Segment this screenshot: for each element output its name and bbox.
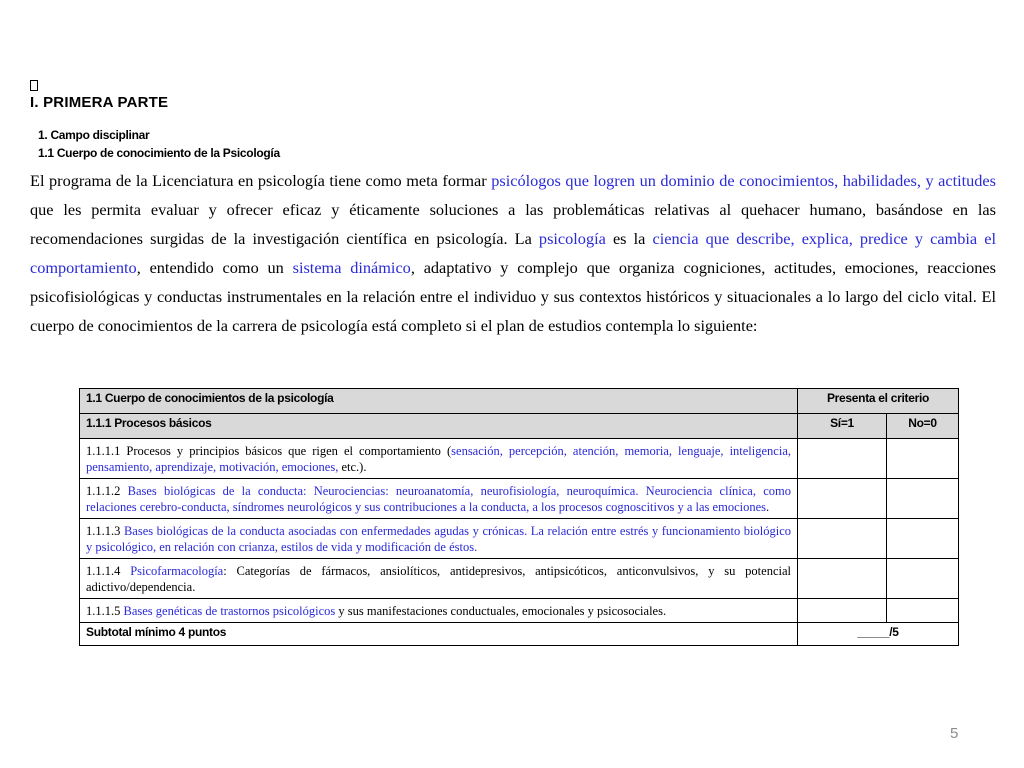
criterion-description [80,439,798,479]
no-cell[interactable] [887,439,959,479]
criterion-highlight: Psicofarmacología [130,564,224,578]
criterion-text: 1.1.1.1 Procesos y principios básicos que rigen el comportamiento ( [86,444,452,458]
paragraph-text-3: es la [605,229,653,248]
highlight-ciencia: ciencia que describe, explica, predice y cambia el comportamiento [30,229,996,277]
subsection-heading-body: 1.1 Cuerpo de conocimiento de la Psicología [38,146,280,160]
placeholder-glyph-icon [30,80,38,91]
page-number: 5 [950,725,959,742]
header-knowledge-body: 1.1 Cuerpo de conocimientos de la psicología [80,389,798,414]
table-subheader-row [80,414,959,439]
criterion-highlight: Bases biológicas de la conducta: Neurociencias: neuroanatomía, neurofisiología, neuroquímica. Neurociencia clínica, como relaciones cerebro-conducta, síndromes neurológicos y sus contribuciones a la conducta, a los procesos cognoscitivos y a las emociones [86,484,791,514]
table-header-row [80,389,959,414]
paragraph-text-2: que les permita evaluar y ofrecer eficaz y éticamente soluciones a las problemáticas relativas al quehacer humano, basándose en las recomendaciones surgidas de la investigación científica en psicología. La [30,200,996,248]
yes-cell[interactable] [798,559,887,599]
yes-column-header: Sí=1 [798,414,887,439]
subtotal-value[interactable]: _____/5 [798,623,959,646]
criterion-highlight: Bases biológicas de la conducta asociadas con enfermedades agudas y crónicas. La relación entre estrés y funcionamiento biológico y psicológico, en relación con crianza, estilos de vida y modificación de éstos. [86,524,791,554]
subsection-heading-field: 1. Campo disciplinar [38,128,150,142]
no-cell[interactable] [887,519,959,559]
subtotal-row [80,623,959,646]
no-cell[interactable] [887,599,959,623]
criterion-description [80,479,798,519]
criterion-highlight: sensación, percepción, atención, memoria, lenguaje, inteligencia, pensamiento, aprendizaje, motivación, emociones, [86,444,791,474]
criterion-text-end: . [766,500,770,514]
table-row [80,559,959,599]
criterion-text-end: : Categorías de fármacos, ansiolíticos, antidepresivos, antipsicóticos, anticonvulsivos, y su potencial adictivo/dependencia. [86,564,791,594]
yes-cell[interactable] [798,439,887,479]
criterion-text: 1.1.1.3 [86,524,124,538]
highlight-psicologos: psicólogos que logren un dominio de conocimientos, habilidades, y actitudes [491,171,996,190]
table-row [80,599,959,623]
subheader-basic-processes: 1.1.1 Procesos básicos [80,414,798,439]
criterion-text: 1.1.1.4 [86,564,131,578]
paragraph-text-5: , adaptativo y complejo que organiza cogniciones, actitudes, emociones, reacciones psicofisiológicas y conductas instrumentales en la relación entre el individuo y sus contextos históricos y situacionales a lo largo del ciclo vital. El cuerpo de conocimientos de la carrera de psicología está completo si el plan de estudios contempla lo siguiente: [30,258,996,335]
paragraph-text-4: , entendido como un [136,258,293,277]
criterion-description [80,599,798,623]
intro-paragraph [30,166,996,340]
yes-cell[interactable] [798,599,887,623]
criterion-text: 1.1.1.5 [86,604,124,618]
table-row [80,479,959,519]
no-cell[interactable] [887,479,959,519]
yes-cell[interactable] [798,479,887,519]
criterion-highlight: Bases genéticas de trastornos psicológicos [123,604,336,618]
no-cell[interactable] [887,559,959,599]
criterion-description [80,519,798,559]
highlight-psicologia: psicología [538,229,606,248]
subtotal-label: Subtotal mínimo 4 puntos [80,623,798,646]
highlight-sistema: sistema dinámico [292,258,411,277]
no-column-header: No=0 [887,414,959,439]
criterion-text-end: y sus manifestaciones conductuales, emocionales y psicosociales. [335,604,667,618]
criterion-text-end: etc.). [338,460,367,474]
criterion-text: 1.1.1.2 [86,484,128,498]
header-criterion: Presenta el criterio [798,389,959,414]
table-row [80,439,959,479]
yes-cell[interactable] [798,519,887,559]
table-row [80,519,959,559]
part-title: I. PRIMERA PARTE [30,94,169,111]
criterion-description [80,559,798,599]
criteria-table [79,388,959,646]
paragraph-text-1: El programa de la Licenciatura en psicología tiene como meta formar [30,171,492,190]
